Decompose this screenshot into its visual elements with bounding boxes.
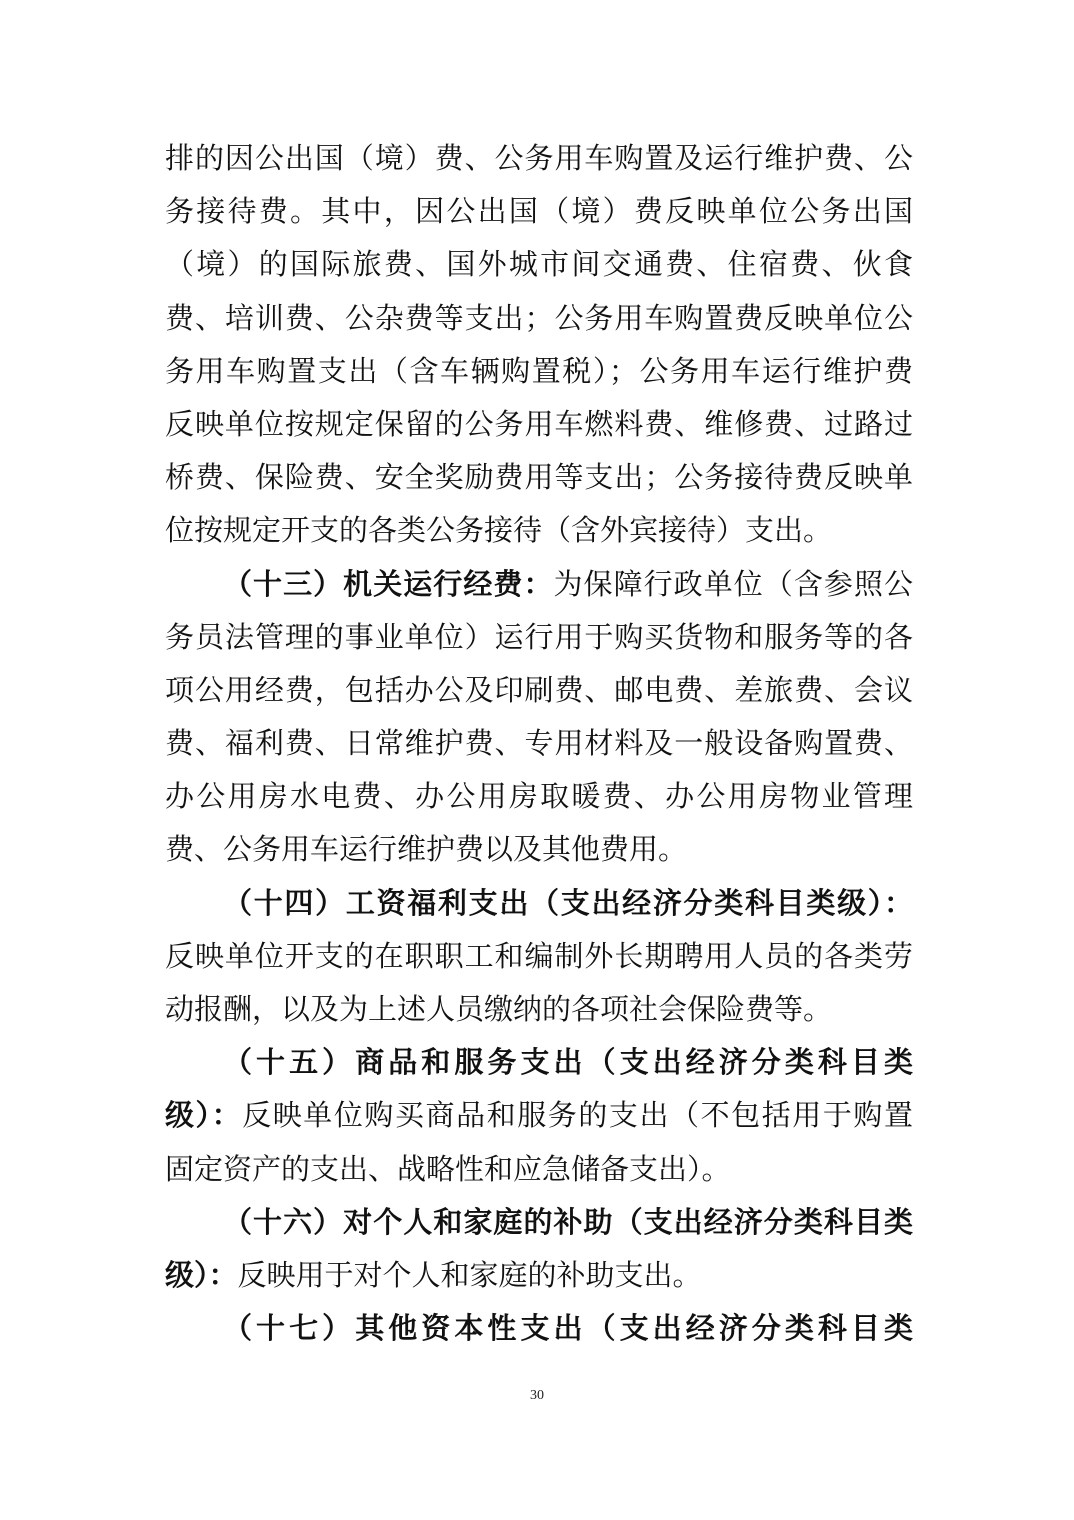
text-line: （境）的国际旅费、国外城市间交通费、住宿费、伙食 (165, 247, 913, 282)
section-heading-15-cont: 级）： (165, 1098, 243, 1133)
body-text (165, 132, 913, 1355)
section-heading-line (165, 877, 913, 930)
section-heading-16-cont: 级）： (165, 1257, 238, 1292)
section-heading-line (165, 1302, 913, 1355)
section-heading-14: （十四）工资福利支出（支出经济分类科目类级）： (223, 885, 913, 920)
text-line: 费、公务用车运行维护费以及其他费用。 (165, 832, 688, 867)
text-line: 级）：反映单位购买商品和服务的支出（不包括用于购置 (165, 1098, 913, 1133)
text-line: 费、培训费、公杂费等支出；公务用车购置费反映单位公 (165, 300, 913, 335)
text-line: 桥费、保险费、安全奖励费用等支出；公务接待费反映单 (165, 460, 913, 495)
section-heading-17: （十七）其他资本性支出（支出经济分类科目类 (223, 1311, 913, 1346)
text-line: 项公用经费，包括办公及印刷费、邮电费、差旅费、会议 (165, 672, 913, 707)
section-heading-13: （十三）机关运行经费： (223, 566, 554, 601)
section-heading-line: （十三）机关运行经费：为保障行政单位（含参照公 (223, 566, 913, 601)
section-heading-15: （十五）商品和服务支出（支出经济分类科目类 (223, 1045, 913, 1080)
page-number: 30 (530, 1388, 544, 1403)
text-line: 级）：反映用于对个人和家庭的补助支出。 (165, 1257, 702, 1292)
text-line: 位按规定开支的各类公务接待（含外宾接待）支出。 (165, 513, 833, 548)
text-line: 务接待费。其中，因公出国（境）费反映单位公务出国 (165, 194, 913, 229)
section-heading-16: （十六）对个人和家庭的补助（支出经济分类科目类 (223, 1204, 913, 1239)
text-line: 反映单位开支的在职职工和编制外长期聘用人员的各类劳 (165, 938, 913, 973)
text-line: 动报酬，以及为上述人员缴纳的各项社会保险费等。 (165, 992, 833, 1026)
text-line: 反映单位按规定保留的公务用车燃料费、维修费、过路过 (165, 406, 913, 441)
text-line: 固定资产的支出、战略性和应急储备支出）。 (165, 1151, 731, 1186)
text-line: 排的因公出国（境）费、公务用车购置及运行维护费、公 (165, 141, 913, 175)
text-line: 办公用房水电费、办公用房取暖费、办公用房物业管理 (165, 779, 913, 814)
text-line: 务员法管理的事业单位）运行用于购买货物和服务等的各 (165, 619, 913, 654)
section-heading-line (165, 1036, 913, 1089)
text-line: 费、福利费、日常维护费、专用材料及一般设备购置费、 (165, 726, 913, 761)
text-line: 务用车购置支出（含车辆购置税）；公务用车运行维护费 (165, 353, 913, 388)
section-heading-line (165, 1196, 913, 1249)
